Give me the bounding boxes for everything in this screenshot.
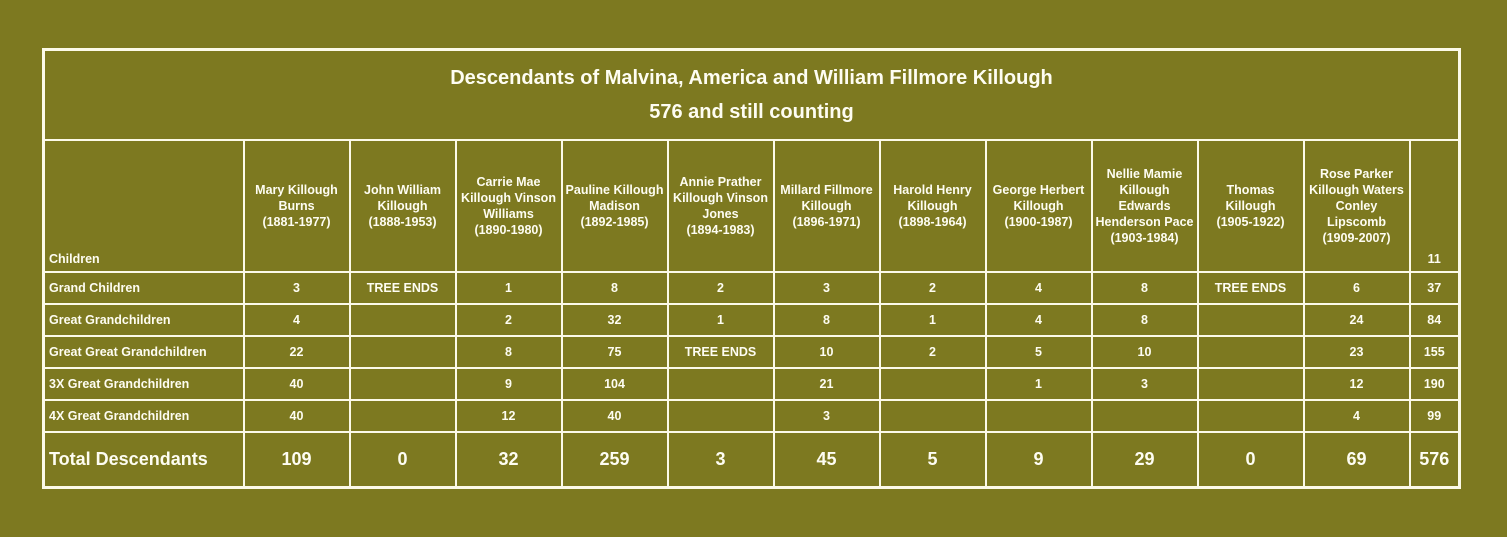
data-cell	[350, 368, 456, 400]
data-cell: 3	[774, 400, 880, 432]
data-cell: 4	[1304, 400, 1410, 432]
child-name: John William Killough	[364, 182, 441, 213]
children-count: 11	[1410, 140, 1460, 272]
child-name: George Herbert Killough	[992, 182, 1085, 213]
data-cell	[1198, 304, 1304, 336]
total-cell: 0	[350, 432, 456, 488]
data-cell: 8	[456, 336, 562, 368]
total-cell: 109	[244, 432, 350, 488]
row-total: 37	[1410, 272, 1460, 304]
column-header	[244, 140, 350, 272]
row-label-children: Children	[44, 140, 244, 272]
title-line-1: Descendants of Malvina, America and William Fillmore Killough	[450, 66, 1053, 89]
total-cell: 69	[1304, 432, 1410, 488]
column-header	[774, 140, 880, 272]
data-cell: 40	[244, 368, 350, 400]
data-cell	[1198, 400, 1304, 432]
data-cell: TREE ENDS	[350, 272, 456, 304]
data-cell: 4	[244, 304, 350, 336]
data-cell: 8	[774, 304, 880, 336]
child-years: (1896-1971)	[792, 214, 861, 229]
data-cell: 2	[456, 304, 562, 336]
column-header	[1092, 140, 1198, 272]
data-cell: 8	[562, 272, 668, 304]
child-years: (1881-1977)	[262, 214, 331, 229]
child-name: Nellie Mamie Killough Edwards Henderson Pace	[1095, 166, 1194, 229]
child-name: Mary Killough Burns	[255, 182, 338, 213]
child-years: (1898-1964)	[898, 214, 967, 229]
row-label: Grand Children	[44, 272, 244, 304]
total-cell: 5	[880, 432, 986, 488]
column-header	[562, 140, 668, 272]
data-cell: 6	[1304, 272, 1410, 304]
column-header	[350, 140, 456, 272]
data-cell: 32	[562, 304, 668, 336]
total-cell: 9	[986, 432, 1092, 488]
data-cell: 21	[774, 368, 880, 400]
table-row-grand-children	[44, 272, 1460, 304]
child-years: (1909-2007)	[1322, 230, 1391, 245]
child-years: (1903-1984)	[1110, 230, 1179, 245]
data-cell: 12	[1304, 368, 1410, 400]
data-cell	[880, 400, 986, 432]
table-title	[44, 50, 1460, 140]
data-cell	[668, 400, 774, 432]
column-header	[1198, 140, 1304, 272]
data-cell	[1198, 368, 1304, 400]
data-cell	[668, 368, 774, 400]
data-cell: 3	[774, 272, 880, 304]
child-years: (1892-1985)	[580, 214, 649, 229]
data-cell: 10	[774, 336, 880, 368]
total-cell: 32	[456, 432, 562, 488]
data-cell	[350, 400, 456, 432]
data-cell	[880, 368, 986, 400]
child-years: (1905-1922)	[1216, 214, 1285, 229]
data-cell: 1	[986, 368, 1092, 400]
data-cell: 8	[1092, 272, 1198, 304]
data-cell: 12	[456, 400, 562, 432]
column-header	[1304, 140, 1410, 272]
data-cell	[350, 336, 456, 368]
child-years: (1888-1953)	[368, 214, 437, 229]
row-label: 3X Great Grandchildren	[44, 368, 244, 400]
row-label: Great Great Grandchildren	[44, 336, 244, 368]
row-label: 4X Great Grandchildren	[44, 400, 244, 432]
row-total: 84	[1410, 304, 1460, 336]
child-name: Carrie Mae Killough Vinson Williams	[461, 174, 556, 221]
data-cell: 9	[456, 368, 562, 400]
total-cell: 3	[668, 432, 774, 488]
total-cell: 45	[774, 432, 880, 488]
child-name: Thomas Killough	[1225, 182, 1276, 213]
data-cell	[350, 304, 456, 336]
data-cell: 75	[562, 336, 668, 368]
row-total: 99	[1410, 400, 1460, 432]
table-row-great-great-grandchildren	[44, 336, 1460, 368]
data-cell	[986, 400, 1092, 432]
data-cell: 4	[986, 272, 1092, 304]
data-cell: TREE ENDS	[668, 336, 774, 368]
child-name: Millard Fillmore Killough	[780, 182, 873, 213]
child-name: Rose Parker Killough Waters Conley Lipscomb	[1309, 166, 1404, 229]
table-row-total-descendants	[44, 432, 1460, 488]
data-cell	[1092, 400, 1198, 432]
data-cell: 8	[1092, 304, 1198, 336]
title-line-2: 576 and still counting	[649, 100, 854, 123]
data-cell: 24	[1304, 304, 1410, 336]
row-label-total: Total Descendants	[44, 432, 244, 488]
data-cell: 23	[1304, 336, 1410, 368]
data-cell: 1	[880, 304, 986, 336]
column-header	[456, 140, 562, 272]
row-total: 155	[1410, 336, 1460, 368]
data-cell: 22	[244, 336, 350, 368]
child-name: Annie Prather Killough Vinson Jones	[673, 174, 768, 221]
total-cell: 259	[562, 432, 668, 488]
data-cell: TREE ENDS	[1198, 272, 1304, 304]
header-row	[44, 140, 1460, 272]
title-row	[44, 50, 1460, 140]
data-cell	[1198, 336, 1304, 368]
row-total: 190	[1410, 368, 1460, 400]
child-name: Pauline Killough Madison	[565, 182, 664, 213]
child-name: Harold Henry Killough	[893, 182, 972, 213]
data-cell: 1	[456, 272, 562, 304]
data-cell: 104	[562, 368, 668, 400]
table-row-great-grandchildren	[44, 304, 1460, 336]
data-cell: 2	[880, 336, 986, 368]
total-cell: 29	[1092, 432, 1198, 488]
descendants-table	[42, 48, 1461, 489]
data-cell: 3	[1092, 368, 1198, 400]
row-label: Great Grandchildren	[44, 304, 244, 336]
data-cell: 2	[880, 272, 986, 304]
child-years: (1890-1980)	[474, 222, 543, 237]
data-cell: 2	[668, 272, 774, 304]
data-cell: 5	[986, 336, 1092, 368]
child-years: (1894-1983)	[686, 222, 755, 237]
total-cell: 0	[1198, 432, 1304, 488]
data-cell: 3	[244, 272, 350, 304]
table-row-4x-great-grandchildren	[44, 400, 1460, 432]
data-cell: 1	[668, 304, 774, 336]
child-years: (1900-1987)	[1004, 214, 1073, 229]
grand-total-cell: 576	[1410, 432, 1460, 488]
data-cell: 40	[244, 400, 350, 432]
column-header	[668, 140, 774, 272]
table-row-3x-great-grandchildren	[44, 368, 1460, 400]
column-header	[986, 140, 1092, 272]
column-header	[880, 140, 986, 272]
data-cell: 10	[1092, 336, 1198, 368]
data-cell: 4	[986, 304, 1092, 336]
data-cell: 40	[562, 400, 668, 432]
